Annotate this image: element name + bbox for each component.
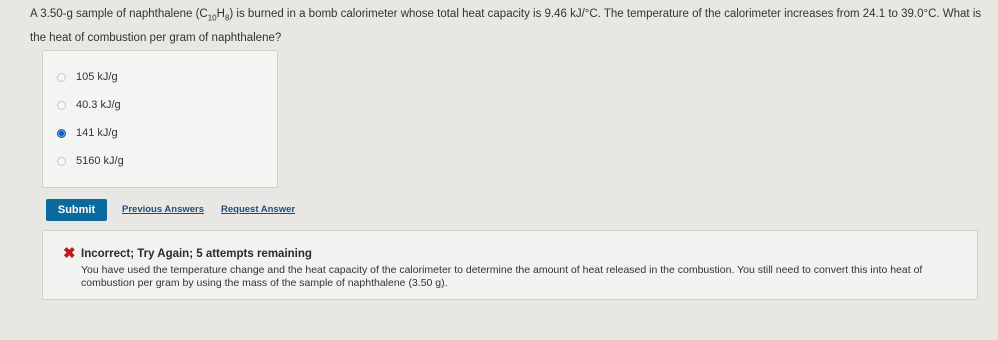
question-text bbox=[30, 4, 990, 48]
choice-label: 5160 kJ/g bbox=[76, 155, 124, 167]
request-answer-link[interactable]: Request Answer bbox=[221, 204, 296, 215]
choice-option-2[interactable] bbox=[57, 96, 121, 114]
question-subscript-1: 10 bbox=[207, 13, 217, 23]
question-part3: ) is burned in a bomb calorimeter whose total heat capacity is 9.46 kJ/°C. The temperature of the calorimeter increases from 24.1 to 39.0°C. What is the heat of combustion per gram of naphthalene? bbox=[30, 8, 982, 45]
radio-button[interactable] bbox=[57, 73, 66, 82]
feedback-panel bbox=[42, 230, 978, 300]
radio-button[interactable] bbox=[57, 157, 66, 166]
radio-button[interactable] bbox=[57, 101, 66, 110]
choice-option-4[interactable] bbox=[57, 152, 124, 170]
feedback-title: Incorrect; Try Again; 5 attempts remaining bbox=[81, 248, 312, 260]
choice-option-3[interactable] bbox=[57, 124, 118, 142]
question-part2: H bbox=[216, 8, 225, 20]
choice-label: 40.3 kJ/g bbox=[76, 99, 121, 111]
question-part1: A 3.50-g sample of naphthalene (C bbox=[30, 8, 208, 20]
previous-answers-link[interactable]: Previous Answers bbox=[122, 204, 205, 215]
answer-choices bbox=[42, 50, 278, 188]
feedback-message: You have used the temperature change and the heat capacity of the calorimeter to determine the amount of heat released in the combustion. You still need to convert this into heat of combustion per gram by using the mass of the sample of naphthalene (3.50 g). bbox=[81, 264, 923, 289]
choice-label: 105 kJ/g bbox=[76, 71, 118, 83]
incorrect-x-icon: ✖ bbox=[63, 245, 76, 262]
submit-button[interactable]: Submit bbox=[46, 199, 107, 221]
question-subscript-2: 8 bbox=[224, 13, 230, 23]
radio-button-selected[interactable] bbox=[57, 129, 66, 138]
choice-option-1[interactable] bbox=[57, 68, 118, 86]
choice-label: 141 kJ/g bbox=[76, 127, 118, 139]
